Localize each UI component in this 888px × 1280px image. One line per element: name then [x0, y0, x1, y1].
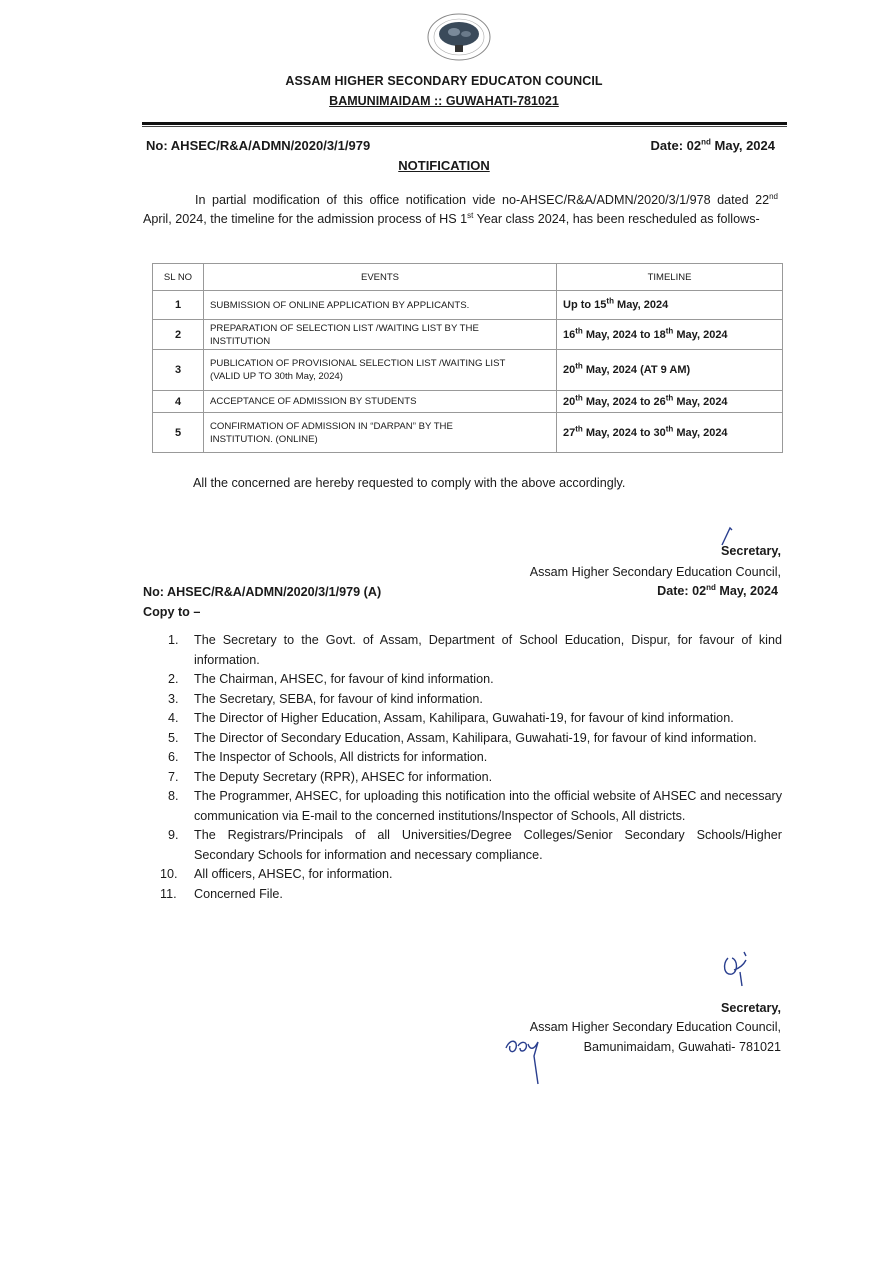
list-item: 10. All officers, AHSEC, for information.	[160, 867, 393, 881]
closing-statement: All the concerned are hereby requested to comply with the above accordingly.	[193, 476, 626, 490]
header-divider	[142, 122, 787, 125]
row-timeline: 20th May, 2024 (AT 9 AM)	[557, 350, 783, 391]
row-sl: 3	[153, 350, 204, 391]
signature-mark-icon	[712, 526, 742, 546]
signatory-org-2: Assam Higher Secondary Education Council,	[529, 1020, 781, 1034]
intro-paragraph: In partial modification of this office notification vide no-AHSEC/R&A/ADMN/2020/3/1/978 dated 22nd April, 2024, the timeline for the admission process of HS 1st Year class 2024, has been rescheduled as follows-	[143, 191, 778, 226]
copy-to-label: Copy to –	[143, 605, 201, 619]
copy-date: Date: 02nd May, 2024	[657, 582, 778, 598]
table-row	[153, 320, 783, 350]
list-item: 9. The Registrars/Principals of all Universities/Degree Colleges/Senior Secondary Schools/Higher Secondary Schools for information and necessary compliance.	[168, 828, 782, 862]
table-row	[153, 350, 783, 391]
dispatch-signature-icon	[504, 1034, 564, 1086]
list-item: 2. The Chairman, AHSEC, for favour of kind information.	[168, 672, 494, 686]
row-event: SUBMISSION OF ONLINE APPLICATION BY APPLICANTS.	[204, 291, 557, 320]
list-item: 6. The Inspector of Schools, All districts for information.	[168, 750, 488, 764]
row-sl: 2	[153, 320, 204, 350]
list-item: 8. The Programmer, AHSEC, for uploading this notification into the official website of AHSEC and necessary communication via E-mail to the concerned institutions/Inspector of Schools, All districts.	[168, 789, 782, 823]
row-event: PREPARATION OF SELECTION LIST /WAITING LIST BY THE INSTITUTION	[204, 320, 557, 350]
list-item: 3. The Secretary, SEBA, for favour of kind information.	[168, 691, 483, 706]
notice-date: Date: 02nd May, 2024	[650, 137, 775, 153]
list-item: 5. The Director of Secondary Education, Assam, Kahilipara, Guwahati-19, for favour of kind information.	[168, 730, 757, 745]
list-item: 1. The Secretary to the Govt. of Assam, Department of School Education, Dispur, for favour of kind information.	[168, 633, 782, 667]
list-item: 4. The Director of Higher Education, Assam, Kahilipara, Guwahati-19, for favour of kind information.	[168, 711, 734, 725]
ahsec-emblem-icon	[426, 12, 492, 62]
table-row	[153, 413, 783, 453]
signatory-address-2: Bamunimaidam, Guwahati- 781021	[583, 1040, 781, 1054]
row-sl: 1	[153, 291, 204, 320]
row-event: ACCEPTANCE OF ADMISSION BY STUDENTS	[204, 391, 557, 413]
org-name: ASSAM HIGHER SECONDARY EDUCATON COUNCIL	[285, 74, 603, 88]
schedule-table	[152, 263, 783, 453]
row-timeline: 27th May, 2024 to 30th May, 2024	[557, 413, 783, 453]
signatory-title: Secretary,	[721, 544, 781, 558]
reference-number: No: AHSEC/R&A/ADMN/2020/3/1/979	[146, 138, 371, 153]
col-header-timeline: TIMELINE	[557, 264, 783, 291]
row-sl: 4	[153, 391, 204, 413]
table-row	[153, 291, 783, 320]
signatory-org: Assam Higher Secondary Education Council,	[529, 565, 781, 579]
col-header-events: EVENTS	[204, 264, 557, 291]
signature-initials-icon	[720, 950, 756, 990]
row-event: CONFIRMATION OF ADMISSION IN “DARPAN” BY THE INSTITUTION. (ONLINE)	[204, 413, 557, 453]
header-divider-thin	[142, 126, 787, 127]
row-timeline: 16th May, 2024 to 18th May, 2024	[557, 320, 783, 350]
row-event: PUBLICATION OF PROVISIONAL SELECTION LIST /WAITING LIST (VALID UP TO 30th May, 2024)	[204, 350, 557, 391]
list-item: 7. The Deputy Secretary (RPR), AHSEC for information.	[168, 769, 493, 784]
org-address: BAMUNIMAIDAM :: GUWAHATI-781021	[329, 94, 559, 108]
signatory-title-2: Secretary,	[721, 1001, 781, 1015]
copy-recipient-list	[160, 631, 782, 904]
col-header-sl: SL NO	[153, 264, 204, 291]
table-row	[153, 391, 783, 413]
copy-reference-number: No: AHSEC/R&A/ADMN/2020/3/1/979 (A)	[143, 585, 382, 599]
table-header-row	[153, 264, 783, 291]
row-timeline: Up to 15th May, 2024	[557, 291, 783, 320]
row-timeline: 20th May, 2024 to 26th May, 2024	[557, 391, 783, 413]
row-sl: 5	[153, 413, 204, 453]
page-title: NOTIFICATION	[398, 158, 490, 173]
list-item: 11. Concerned File.	[160, 886, 283, 901]
